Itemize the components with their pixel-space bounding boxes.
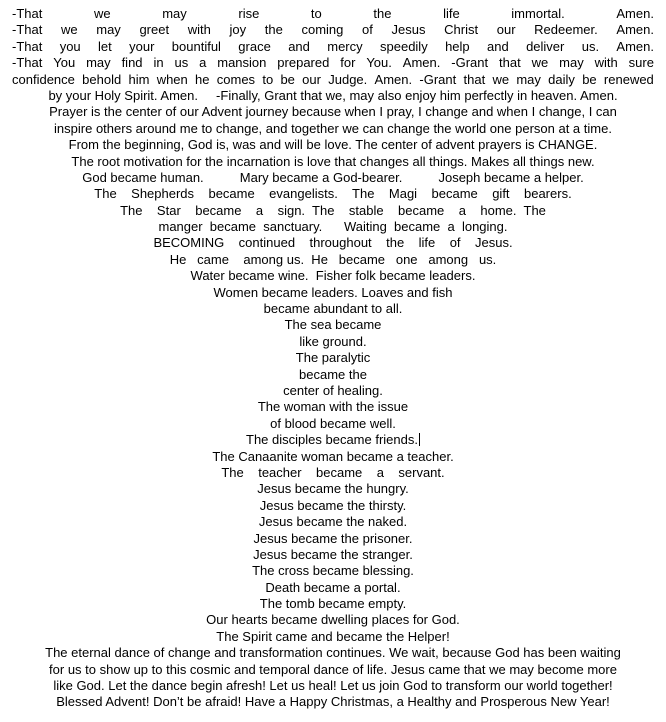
text-line	[0, 498, 666, 514]
word: bountiful	[171, 38, 221, 54]
text-line	[0, 547, 666, 563]
word: we	[531, 55, 549, 71]
word: may	[559, 55, 584, 71]
word: mansion	[217, 55, 267, 71]
text-line	[0, 235, 666, 251]
text-line	[0, 678, 666, 694]
word: Christ	[444, 22, 479, 38]
word: let	[98, 38, 112, 54]
text-line	[0, 580, 666, 596]
line-text: inspire others around me to change, and together we can change the world one person at a time.	[54, 120, 612, 136]
line-text: Jesus became the hungry.	[257, 481, 409, 497]
word: -Grant	[451, 55, 489, 71]
text-line	[0, 350, 666, 366]
word: rise	[238, 6, 260, 21]
word: and	[487, 38, 509, 54]
word: help	[445, 38, 470, 54]
prayer-line	[0, 55, 666, 71]
word: the	[264, 22, 283, 38]
word: and	[288, 38, 310, 54]
line-text: became abundant to all.	[263, 301, 403, 317]
word: us.	[581, 38, 600, 54]
text-line	[0, 186, 666, 202]
line-text: God became human. Mary became a God-bearer. Joseph became a helper.	[82, 169, 584, 185]
line-text: He came among us. He became one among us.	[169, 251, 497, 267]
line-text: Death became a portal.	[265, 579, 401, 595]
word: daily	[548, 71, 575, 87]
line-text: of blood became well.	[270, 415, 396, 431]
text-line	[0, 662, 666, 678]
prayer-line	[0, 39, 666, 55]
word: may	[162, 6, 187, 21]
word: may	[516, 71, 541, 87]
text-line	[0, 531, 666, 547]
word: -Grant	[419, 71, 457, 87]
line-text: The Star became a sign. The stable became a home. The	[120, 202, 546, 218]
prayer-line	[0, 72, 666, 88]
word: with	[594, 55, 618, 71]
text-line	[0, 416, 666, 432]
line-text: like God. Let the dance begin afresh! Let us heal! Let us join God to transform our world together!	[53, 678, 613, 694]
prayer-line	[0, 22, 666, 38]
line-text: The disciples became friends.	[246, 432, 418, 448]
word: us	[174, 55, 189, 71]
line-text: The teacher became a servant.	[221, 464, 445, 480]
word: be	[280, 71, 295, 87]
line-text: BECOMING continued throughout the life of Jesus.	[153, 235, 513, 251]
line-text: center of healing.	[283, 382, 383, 398]
word: him	[128, 71, 150, 87]
text-line	[0, 137, 666, 153]
text-line	[0, 334, 666, 350]
line-text: The Spirit came and became the Helper!	[216, 628, 450, 644]
word: we	[60, 22, 78, 38]
prayer-line	[0, 6, 666, 22]
line-text: The root motivation for the incarnation is love that changes all things. Makes all things new.	[71, 153, 595, 169]
word: speedily	[380, 38, 428, 54]
line-text: by your Holy Spirit. Amen. -Finally, Grant that we, may also enjoy him perfectly in heaven. Amen.	[48, 87, 618, 103]
line-text: From the beginning, God is, was and will be love. The center of advent prayers is CHANGE.	[68, 137, 598, 153]
word: -That	[12, 22, 43, 38]
word: our	[302, 71, 321, 87]
text-line	[0, 383, 666, 399]
line-text: became the	[299, 366, 367, 382]
line-text: The Shepherds became evangelists. The Magi became gift bearers.	[94, 186, 572, 202]
word: you	[59, 38, 81, 54]
line-text: The tomb became empty.	[259, 596, 407, 612]
word: -That	[12, 55, 43, 71]
line-text: The sea became	[284, 317, 382, 333]
text-line	[0, 121, 666, 137]
text-line	[0, 170, 666, 186]
word: may	[96, 22, 121, 38]
word: Amen.	[616, 6, 654, 21]
text-line	[0, 88, 666, 104]
line-text: The cross became blessing.	[252, 563, 414, 579]
word: comes	[216, 71, 256, 87]
word: Jesus	[391, 22, 426, 38]
word: Redeemer.	[534, 22, 598, 38]
line-text: Women became leaders. Loaves and fish	[213, 284, 453, 300]
line-text: The eternal dance of change and transformation continues. We wait, because God has been waiting	[45, 645, 621, 661]
text-line	[0, 399, 666, 415]
word: deliver	[526, 38, 565, 54]
text-line	[0, 563, 666, 579]
text-line	[0, 514, 666, 530]
line-text: Jesus became the prisoner.	[253, 530, 413, 546]
line-text: Jesus became the thirsty.	[259, 497, 407, 513]
word: may	[86, 55, 111, 71]
line-text: The woman with the issue	[257, 399, 409, 415]
word: sure	[628, 55, 654, 71]
line-text: Blessed Advent! Don’t be afraid! Have a Happy Christmas, a Healthy and Prosperous New Year!	[56, 694, 610, 710]
word: -That	[12, 6, 43, 21]
word: Amen.	[616, 22, 654, 38]
word: life	[443, 6, 460, 21]
word: You	[53, 55, 76, 71]
word: joy	[229, 22, 247, 38]
text-line	[0, 219, 666, 235]
word: greet	[139, 22, 170, 38]
word: a	[199, 55, 207, 71]
word: find	[121, 55, 143, 71]
text-line	[0, 252, 666, 268]
line-text: like ground.	[299, 333, 367, 349]
word: Amen.	[616, 38, 654, 54]
line-text: for us to show up to this cosmic and temporal dance of life. Jesus came that we may become more	[49, 661, 617, 677]
word: our	[496, 22, 516, 38]
word: with	[187, 22, 211, 38]
text-line	[0, 432, 666, 448]
word: be	[582, 71, 597, 87]
word: when	[156, 71, 188, 87]
text-line	[0, 268, 666, 284]
word: to	[262, 71, 274, 87]
text-line	[0, 645, 666, 661]
text-line	[0, 104, 666, 120]
word: for	[340, 55, 356, 71]
word: Amen.	[402, 55, 441, 71]
word: the	[373, 6, 392, 21]
line-text: Jesus became the naked.	[258, 514, 408, 530]
word: we	[93, 6, 111, 21]
line-text: The Canaanite woman became a teacher.	[212, 448, 454, 464]
text-line	[0, 317, 666, 333]
text-line	[0, 203, 666, 219]
word: he	[195, 71, 210, 87]
word: Amen.	[374, 71, 413, 87]
text-cursor	[419, 433, 420, 446]
text-line	[0, 629, 666, 645]
text-line	[0, 694, 666, 710]
word: -That	[12, 38, 43, 54]
word: to	[310, 6, 322, 21]
word: coming	[301, 22, 344, 38]
line-text: Prayer is the center of our Advent journey because when I pray, I change and when I change, I can	[49, 104, 617, 120]
word: we	[492, 71, 510, 87]
word: prepared	[277, 55, 330, 71]
text-line	[0, 301, 666, 317]
text-line	[0, 612, 666, 628]
text-line	[0, 367, 666, 383]
line-text: Water became wine. Fisher folk became leaders.	[190, 268, 476, 284]
text-line	[0, 481, 666, 497]
word: mercy	[327, 38, 363, 54]
word: immortal.	[511, 6, 565, 21]
word: in	[153, 55, 164, 71]
text-line	[0, 449, 666, 465]
word: confidence	[12, 71, 75, 87]
word: that	[463, 71, 486, 87]
word: that	[499, 55, 521, 71]
line-text: manger became sanctuary. Waiting became a longing.	[158, 219, 508, 235]
line-text: The paralytic	[295, 350, 371, 366]
word: your	[129, 38, 155, 54]
word: renewed	[603, 71, 654, 87]
text-line	[0, 285, 666, 301]
word: grace	[238, 38, 271, 54]
text-line	[0, 154, 666, 170]
word: behold	[82, 71, 122, 87]
word: of	[362, 22, 373, 38]
text-line	[0, 465, 666, 481]
text-line	[0, 596, 666, 612]
line-text: Jesus became the stranger.	[253, 546, 413, 562]
word: Judge.	[328, 71, 368, 87]
line-text: Our hearts became dwelling places for God.	[206, 612, 460, 628]
word: You.	[366, 55, 392, 71]
